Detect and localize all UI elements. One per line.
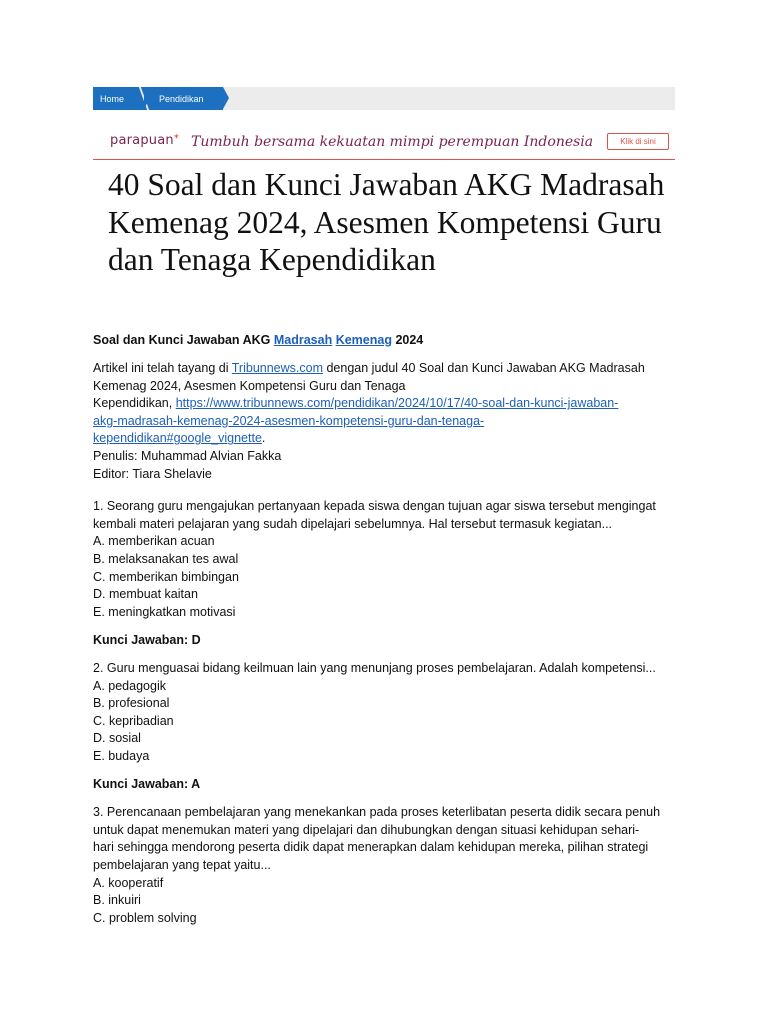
tag-kemenag-link[interactable]: Kemenag <box>335 333 392 347</box>
option-b: B. melaksanakan tes awal <box>93 552 239 567</box>
question-3-line-2: untuk dapat menemukan materi yang dipelajari dan dihubungkan dengan situasi kehidupan sehari- <box>93 822 640 837</box>
option-b: B. inkuiri <box>93 893 141 908</box>
article-body <box>93 332 683 938</box>
option-b: B. profesional <box>93 696 170 711</box>
ad-banner <box>93 128 675 160</box>
source-line-5 <box>93 430 683 448</box>
banner-cta-button[interactable]: Klik di sini <box>607 133 669 150</box>
question-3-line-3: hari sehingga mendorong peserta didik dapat menerapkan dalam kehidupan mereka, pilihan strategi <box>93 840 649 855</box>
banner-logo-text: parapuan <box>110 133 174 148</box>
answer-key-2: Kunci Jawaban: A <box>93 777 201 792</box>
breadcrumb-home-link[interactable]: Home <box>93 87 144 110</box>
source-line-1 <box>93 360 683 378</box>
author: Penulis: Muhammad Alvian Fakka <box>93 449 282 464</box>
question-3-line-1: 3. Perencanaan pembelajaran yang menekankan pada proses keterlibatan peserta didik secara penuh <box>93 805 661 820</box>
answer-key-1: Kunci Jawaban: D <box>93 632 201 647</box>
question-3-line-4: pembelajaran yang tepat yaitu... <box>93 857 271 872</box>
subheading-prefix: Soal dan Kunci Jawaban AKG <box>93 333 271 347</box>
question-3 <box>93 804 683 927</box>
source-line-3 <box>93 395 683 413</box>
article-subheading <box>93 332 683 350</box>
source-block <box>93 360 683 483</box>
source-mid-1: dengan judul 40 Soal dan Kunci Jawaban AKG Madrasah <box>326 361 645 376</box>
breadcrumb <box>93 87 675 110</box>
question-1-line-1: 1. Seorang guru mengajukan pertanyaan kepada siswa dengan tujuan agar siswa tersebut mengingat <box>93 499 656 514</box>
article-url-link-part-1[interactable]: https://www.tribunnews.com/pendidikan/2024/10/17/40-soal-dan-kunci-jawaban- <box>175 396 619 411</box>
option-e: E. budaya <box>93 748 150 763</box>
source-mid-3: Kependidikan, <box>93 396 173 411</box>
tribunnews-link[interactable]: Tribunnews.com <box>231 361 323 376</box>
article-url-link-part-2[interactable]: akg-madrasah-kemenag-2024-asesmen-kompetensi-guru-dan-tenaga- <box>93 413 485 428</box>
option-e: E. meningkatkan motivasi <box>93 604 236 619</box>
tag-madrasah-link[interactable]: Madrasah <box>273 333 333 347</box>
option-c: C. problem solving <box>93 910 197 925</box>
logo-asterisk-icon: * <box>173 133 180 144</box>
question-1-line-2: kembali materi pelajaran yang sudah dipelajari sebelumnya. Hal tersebut termasuk kegiatan... <box>93 516 613 531</box>
parapuan-logo <box>110 133 179 148</box>
option-d: D. membuat kaitan <box>93 587 198 602</box>
question-2 <box>93 660 683 766</box>
source-end: . <box>261 431 266 446</box>
source-mid-2: Kemenag 2024, Asesmen Kompetensi Guru dan Tenaga <box>93 378 406 393</box>
option-c: C. kepribadian <box>93 713 174 728</box>
question-2-line-1: 2. Guru menguasai bidang keilmuan lain yang menunjang proses pembelajaran. Adalah kompetensi... <box>93 661 656 675</box>
option-a: A. memberikan acuan <box>93 534 215 549</box>
breadcrumb-category-link[interactable]: Pendidikan <box>144 87 223 110</box>
editor: Editor: Tiara Shelavie <box>93 466 212 481</box>
source-intro: Artikel ini telah tayang di <box>93 361 229 376</box>
option-a: A. kooperatif <box>93 875 164 890</box>
option-a: A. pedagogik <box>93 678 166 693</box>
option-c: C. memberikan bimbingan <box>93 569 239 584</box>
banner-tagline: Tumbuh bersama kekuatan mimpi perempuan Indonesia <box>191 134 594 150</box>
question-1 <box>93 498 683 621</box>
subheading-suffix: 2024 <box>395 333 424 347</box>
article-title: 40 Soal dan Kunci Jawaban AKG Madrasah Kemenag 2024, Asesmen Kompetensi Guru dan Tenaga Kependidikan <box>108 167 665 277</box>
article-url-link-part-3[interactable]: kependidikan#google_vignette <box>93 431 262 446</box>
option-d: D. sosial <box>93 731 141 746</box>
